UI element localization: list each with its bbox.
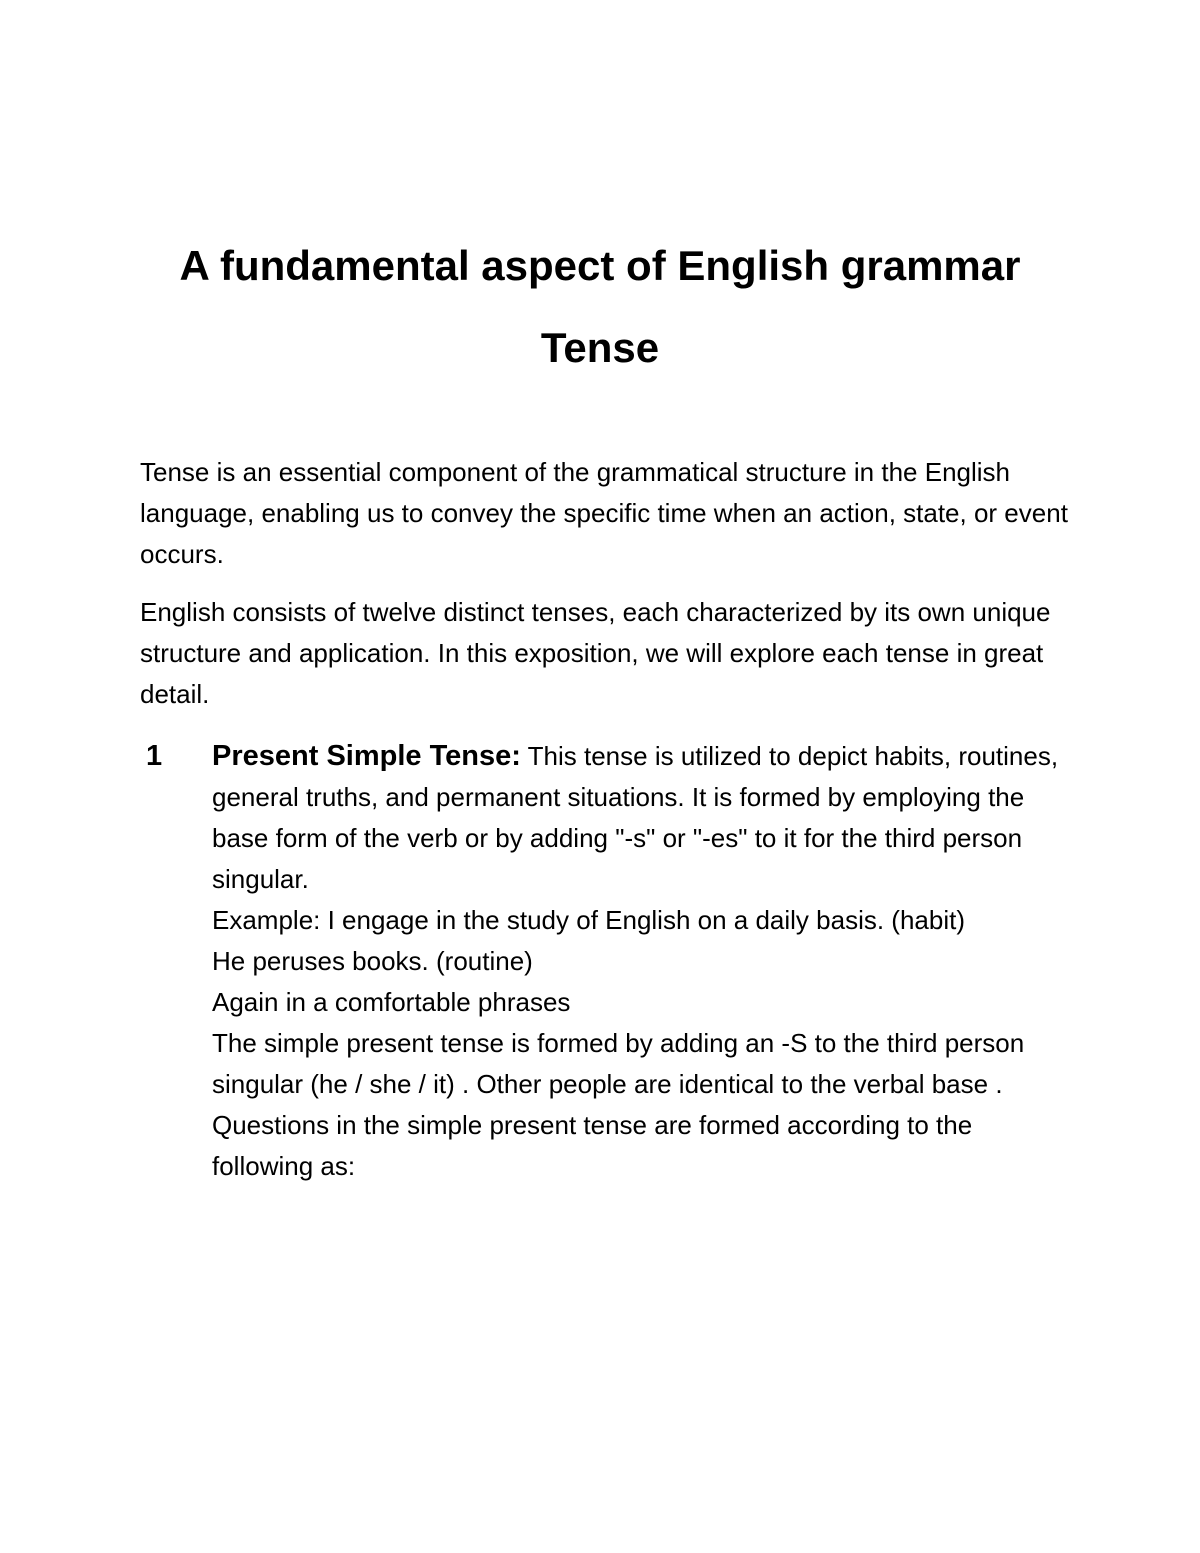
example-line: He peruses books. (routine) — [212, 946, 533, 976]
intro-paragraph: Tense is an essential component of the grammatical structure in the English language, enabling us to convey the specific time when an action, state, or event occurs. — [140, 457, 1068, 569]
overview-paragraph: English consists of twelve distinct tenses, each characterized by its own unique structure and application. In this exposition, we will explore each tense in great detail. — [140, 597, 1051, 709]
example-line: Example: I engage in the study of English on a daily basis. (habit) — [212, 905, 965, 935]
document-subtitle: Tense — [540, 324, 660, 371]
list-item-body — [212, 736, 1080, 1187]
list-item-definition-text: This tense is utilized to depict habits, routines, general truths, and permanent situations. It is formed by employing the base form of the verb or by adding "-s" or "-es" to it for the third person singular. — [212, 741, 1059, 894]
note-line: Questions in the simple present tense are formed according to the following as: — [212, 1110, 973, 1181]
list-item-definition — [212, 736, 1080, 900]
note-line: Again in a comfortable phrases — [212, 987, 571, 1017]
list-item-term: Present Simple Tense: — [212, 740, 521, 772]
list-item-number: 1 — [146, 740, 163, 772]
document-title: A fundamental aspect of English grammar — [179, 242, 1021, 289]
note-line: The simple present tense is formed by adding an -S to the third person singular (he / she / it) . Other people are identical to the verbal base . — [212, 1028, 1025, 1099]
